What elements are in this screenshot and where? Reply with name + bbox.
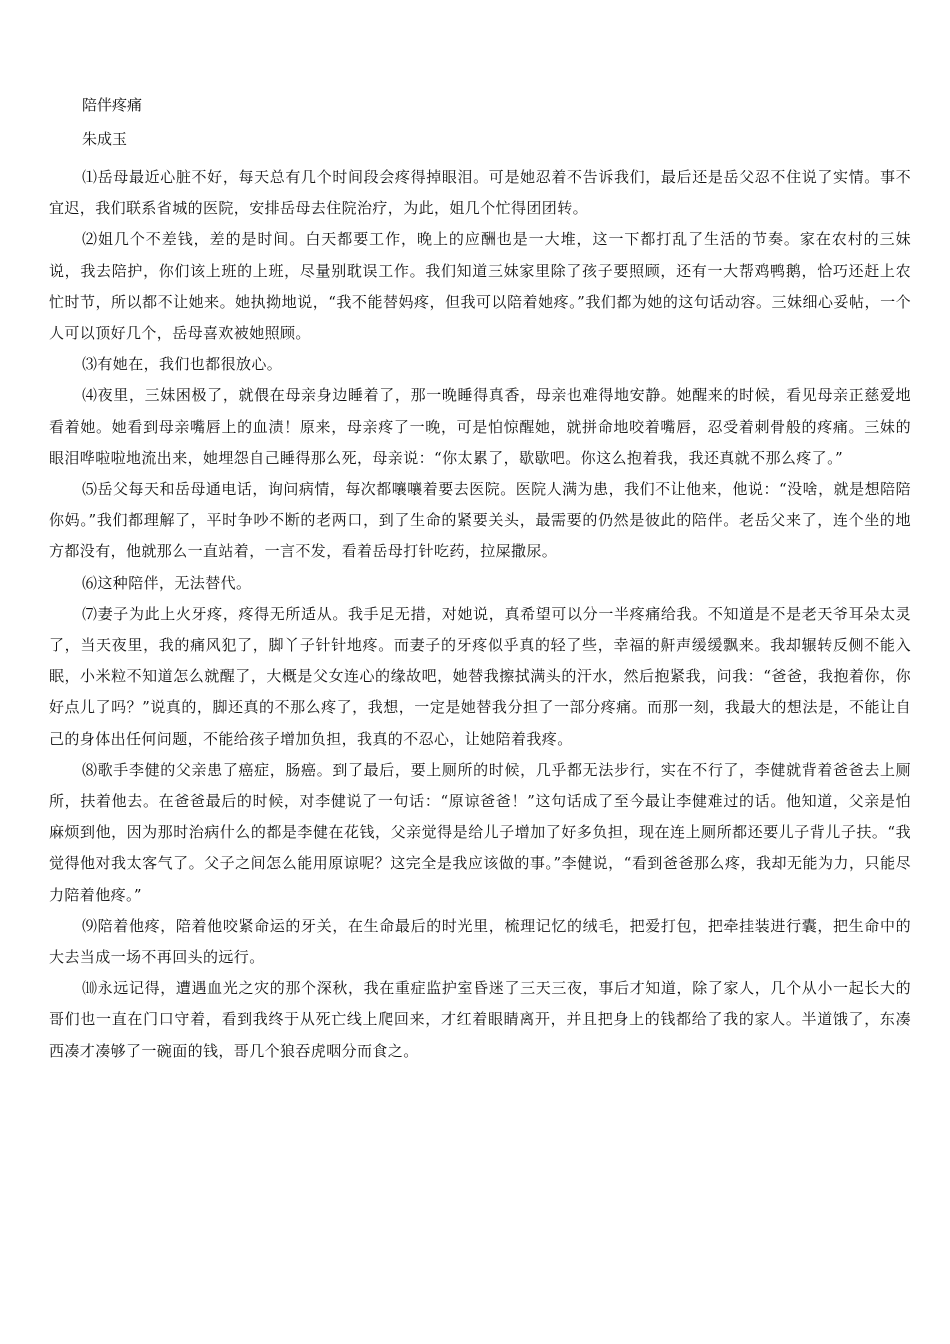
paragraph-8: ⑻歌手李健的父亲患了癌症，肠癌。到了最后，要上厕所的时候，几乎都无法步行，实在不行了，李健就背着爸爸去上厕所，扶着他去。在爸爸最后的时候，对李健说了一句话：“原谅爸爸！”这句话成了至今最让李健难过的话。他知道，父亲是怕麻烦到他，因为那时治病什么的都是李健在花钱，父亲觉得是给儿子增加了好多负担，现在连上厕所都还要儿子背儿子扶。“我觉得他对我太客气了。父子之间怎么能用原谅呢？这完全是我应该做的事。”李健说，“看到爸爸那么疼，我却无能为力，只能尽力陪着他疼。” bbox=[49, 760, 911, 904]
article-title: 陪伴疼痛 bbox=[82, 96, 143, 114]
paragraph-9: ⑼陪着他疼，陪着他咬紧命运的牙关，在生命最后的时光里，梳理记忆的绒毛，把爱打包，把牵挂装进行囊，把生命中的大去当成一场不再回头的远行。 bbox=[49, 916, 911, 967]
paragraph-5: ⑸岳父每天和岳母通电话，询问病情，每次都嚷嚷着要去医院。医院人满为患，我们不让他来，他说：“没啥，就是想陪陪你妈。”我们都理解了，平时争吵不断的老两口，到了生命的紧要关头，最需要的仍然是彼此的陪伴。老岳父来了，连个坐的地方都没有，他就那么一直站着，一言不发，看着岳母打针吃药，拉屎撒尿。 bbox=[49, 480, 911, 561]
paragraph-1: ⑴岳母最近心脏不好，每天总有几个时间段会疼得掉眼泪。可是她忍着不告诉我们，最后还是岳父忍不住说了实情。事不宜迟，我们联系省城的医院，安排岳母去住院治疗，为此，姐几个忙得团团转。 bbox=[49, 168, 911, 218]
article-author: 朱成玉 bbox=[82, 130, 128, 148]
paragraph-3: ⑶有她在，我们也都很放心。 bbox=[82, 355, 283, 374]
document-page bbox=[49, 94, 911, 1067]
paragraph-10: ⑽永远记得，遭遇血光之灾的那个深秋，我在重症监护室昏迷了三天三夜，事后才知道，除了家人，几个从小一起长大的哥们也一直在门口守着，看到我终于从死亡线上爬回来，才红着眼睛离开，并且把身上的钱都给了我的家人。半道饿了，东凑西凑才凑够了一碗面的钱，哥几个狼吞虎咽分而食之。 bbox=[49, 979, 911, 1060]
paragraph-6: ⑹这种陪伴，无法替代。 bbox=[82, 573, 252, 592]
paragraph-7: ⑺妻子为此上火牙疼，疼得无所适从。我手足无措，对她说，真希望可以分一半疼痛给我。不知道是不是老天爷耳朵太灵了，当天夜里，我的痛风犯了，脚丫子针针地疼。而妻子的牙疼似乎真的轻了些，幸福的鼾声缓缓飘来。我却辗转反侧不能入眠，小米粒不知道怎么就醒了，大概是父女连心的缘故吧，她替我擦拭满头的汗水，然后抱紧我，问我：“爸爸，我抱着你，你好点儿了吗？”说真的，脚还真的不那么疼了，我想，一定是她替我分担了一部分疼痛。而那一刻，我最大的想法是，不能让自己的身体出任何问题，不能给孩子增加负担，我真的不忍心，让她陪着我疼。 bbox=[49, 604, 911, 748]
paragraph-4: ⑷夜里，三妹困极了，就偎在母亲身边睡着了，那一晚睡得真香，母亲也难得地安静。她醒来的时候，看见母亲正慈爱地看着她。她看到母亲嘴唇上的血渍！原来，母亲疼了一晚，可是怕惊醒她，就拼命地咬着嘴唇，忍受着刺骨般的疼痛。三妹的眼泪哗啦啦地流出来，她埋怨自己睡得那么死，母亲说：“你太累了，歇歇吧。你这么抱着我，我还真就不那么疼了。” bbox=[49, 386, 911, 467]
paragraph-2: ⑵姐几个不差钱，差的是时间。白天都要工作，晚上的应酬也是一大堆，这一下都打乱了生活的节奏。家在农村的三妹说，我去陪护，你们该上班的上班，尽量别耽误工作。我们知道三妹家里除了孩子要照顾，还有一大帮鸡鸭鹅，恰巧还赶上农忙时节，所以都不让她来。她执拗地说，“我不能替妈疼，但我可以陪着她疼。”我们都为她的这句话动容。三妹细心妥帖，一个人可以顶好几个，岳母喜欢被她照顾。 bbox=[49, 230, 911, 343]
